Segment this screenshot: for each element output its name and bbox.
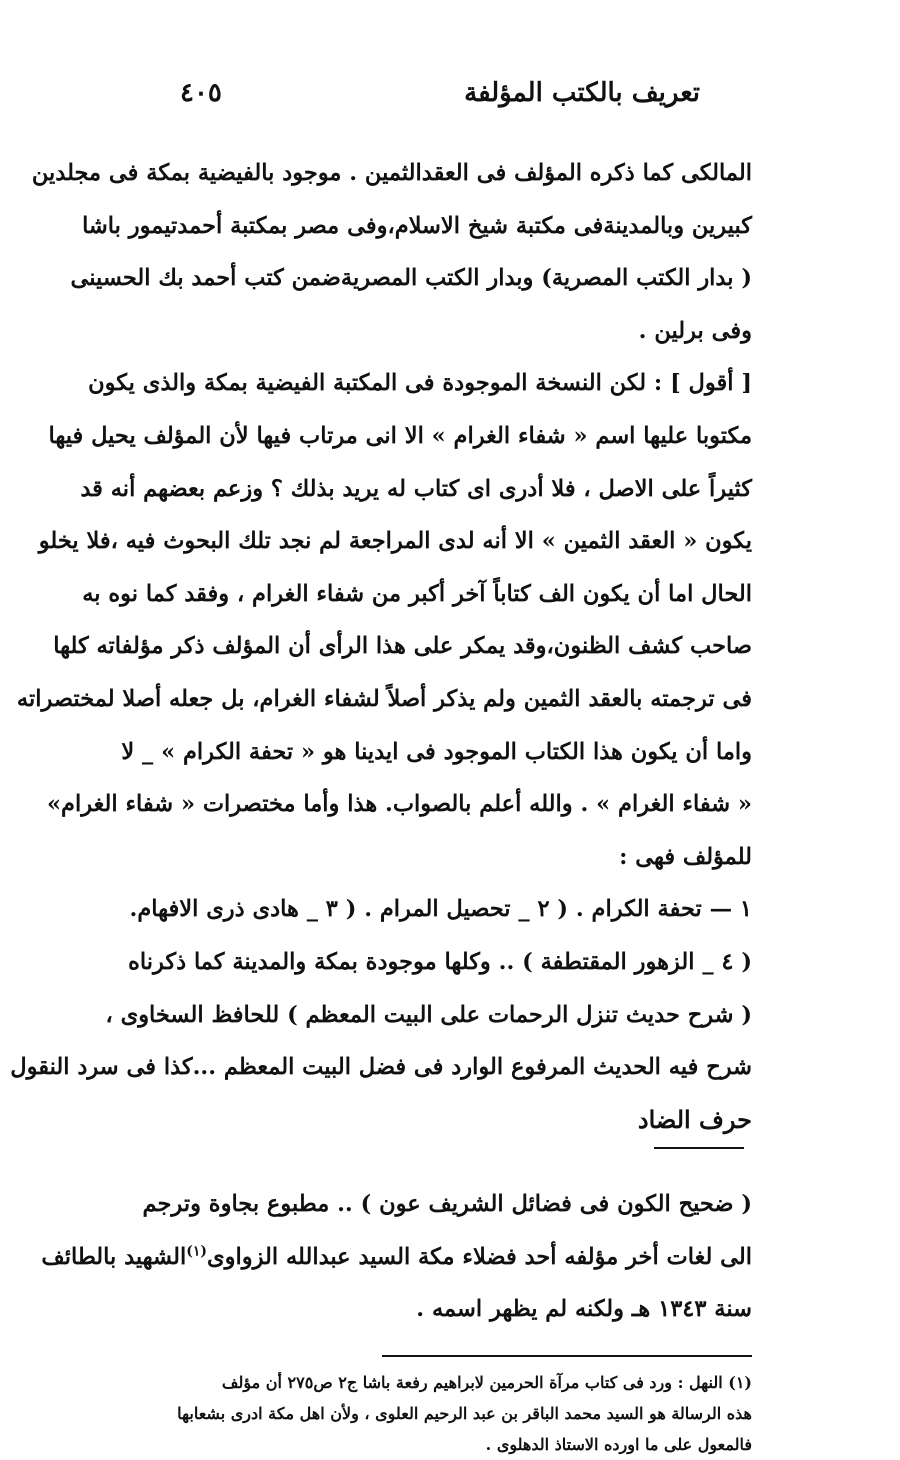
text-line: الحال اما أن يكون الف كتاباً آخر أكبر من شفاء الغرام ، وفقد كما نوه به xyxy=(82,580,752,607)
text-line: ( ٤ _ الزهور المقتطفة ) .. وكلها موجودة بمكة والمدينة كما ذكرناه xyxy=(128,948,752,975)
text-line: وفى برلين . xyxy=(638,317,752,344)
heading-rule xyxy=(654,1147,744,1149)
footnote-marker: (١) xyxy=(186,1243,208,1260)
text-line: للمؤلف فهى : xyxy=(619,843,752,870)
text-line: فى ترجمته بالعقد الثمين ولم يذكر أصلاً لشفاء الغرام، بل جعله أصلا لمختصراته xyxy=(16,685,752,712)
text-line: شرح فيه الحديث المرفوع الوارد فى فضل البيت المعظم ...كذا فى سرد النقول xyxy=(10,1054,752,1081)
text-line: يكون « العقد الثمين » الا أنه لدى المراجعة لم نجد تلك البحوث فيه ،فلا يخلو xyxy=(38,528,752,555)
section-heading: حرف الضاد xyxy=(637,1104,752,1134)
body-text xyxy=(10,148,752,1460)
text-line: [ أقول ] : لكن النسخة الموجودة فى المكتبة الفيضية بمكة والذى يكون xyxy=(88,370,752,397)
text-segment: الى لغات أخر مؤلفه أحد فضلاء مكة السيد عبدالله الزواوى xyxy=(207,1243,752,1270)
page-header xyxy=(160,78,750,118)
text-segment: الشهيد بالطائف xyxy=(41,1243,187,1270)
footnote-rule xyxy=(382,1355,752,1357)
footnote-line: (١) النهل : ورد فى كتاب مرآة الحرمين لابراهيم رفعة باشا ج٢ ص٢٧٥ أن مؤلف xyxy=(221,1373,752,1393)
text-line: مكتوبا عليها اسم « شفاء الغرام » الا انى مرتاب فيها لأن المؤلف يحيل فيها xyxy=(48,422,752,449)
text-line: ( شرح حديث تنزل الرحمات على البيت المعظم ) للحافظ السخاوى ، xyxy=(105,1001,752,1028)
text-line: ( بدار الكتب المصرية) وبدار الكتب المصريةضمن كتب أحمد بك الحسينى xyxy=(70,265,752,292)
running-title: تعريف بالكتب المؤلفة xyxy=(464,78,700,108)
footnote-line: هذه الرسالة هو السيد محمد الباقر بن عبد الرحيم العلوى ، ولأن اهل مكة ادرى بشعابها xyxy=(177,1404,752,1424)
footnote xyxy=(162,1367,752,1460)
page-number: ٤٠٥ xyxy=(180,78,222,108)
text-line: واما أن يكون هذا الكتاب الموجود فى ايدينا هو « تحفة الكرام » _ لا xyxy=(121,738,752,765)
text-line: ١ — تحفة الكرام . ( ٢ _ تحصيل المرام . ( ٣ _ هادى ذرى الافهام. xyxy=(129,896,752,923)
text-line: كبيرين وبالمدينةفى مكتبة شيخ الاسلام،وفى مصر بمكتبة أحمدتيمور باشا xyxy=(82,212,752,239)
text-line: « شفاء الغرام » . والله أعلم بالصواب. هذا وأما مختصرات « شفاء الغرام» xyxy=(46,791,752,818)
text-line: صاحب كشف الظنون،وقد يمكر على هذا الرأى أن المؤلف ذكر مؤلفاته كلها xyxy=(53,633,752,660)
footnote-line: فالمعول على ما اورده الاستاذ الدهلوى . xyxy=(485,1435,752,1455)
text-line: المالكى كما ذكره المؤلف فى العقدالثمين . موجود بالفيضية بمكة فى مجلدين xyxy=(31,160,752,186)
text-line: ( ضحيح الكون فى فضائل الشريف عون ) .. مطبوع بجاوة وترجم xyxy=(142,1191,752,1218)
text-line: سنة ١٣٤٣ هـ ولكنه لم يظهر اسمه . xyxy=(416,1296,752,1323)
text-line: كثيراً على الاصل ، فلا أدرى اى كتاب له يريد بذلك ؟ وزعم بعضهم أنه قد xyxy=(80,475,752,502)
text-line xyxy=(41,1232,752,1285)
